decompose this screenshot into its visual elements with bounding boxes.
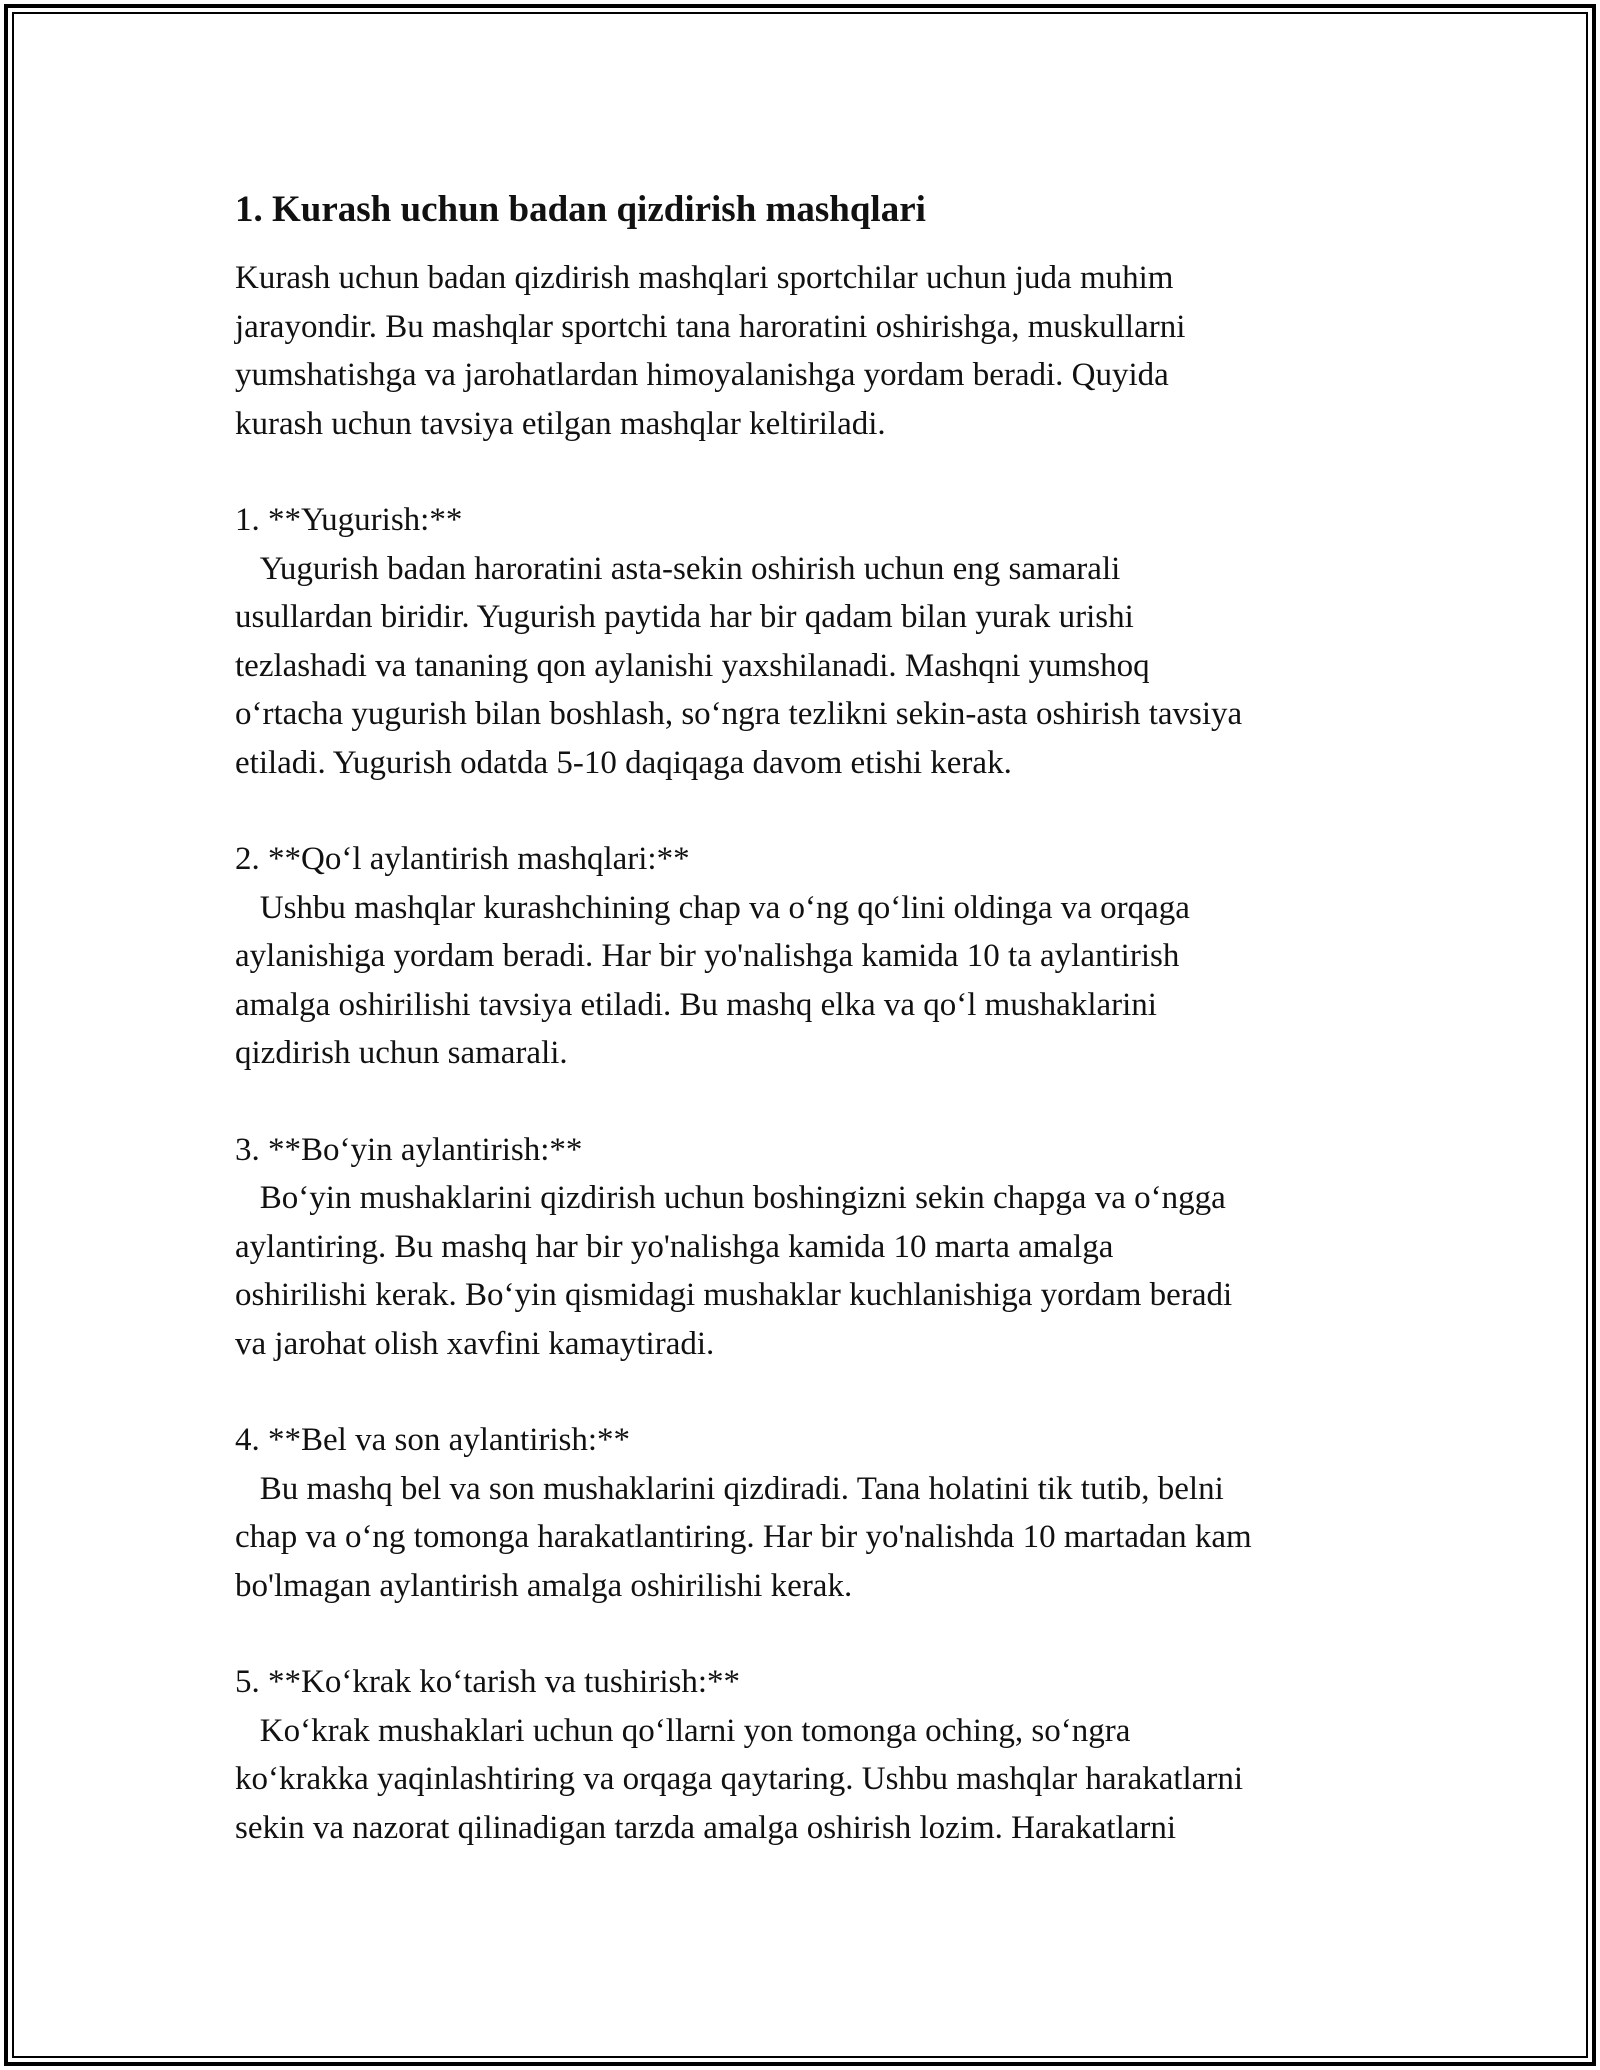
exercise-heading: 3. **Boʻyin aylantirish:** xyxy=(235,1131,583,1168)
exercise-description: Yugurish badan haroratini asta-sekin oshirish uchun eng samarali usullardan biridir. Yugurish paytida har bir qadam bilan yurak urishi tezlashadi va tananing qon aylanishi yaxshilanadi. Mashqni yumshoq oʻrtacha yugurish bilan boshlash, soʻngra tezlikni sekin-asta oshirish tavsiya etiladi. Yugurish odatda 5-10 daqiqaga davom etishi kerak. xyxy=(235,550,1243,781)
exercise-description: Ushbu mashqlar kurashchining chap va oʻng qoʻlini oldinga va orqaga aylanishiga yordam beradi. Har bir yo'nalishga kamida 10 ta aylantirish amalga oshirilishi tavsiya etiladi. Bu mashq elka va qoʻl mushaklarini qizdirish uchun samarali. xyxy=(235,889,1190,1071)
exercise-heading: 1. **Yugurish:** xyxy=(235,502,463,538)
exercise-item-4 xyxy=(235,1416,1375,1610)
document-title: 1. Kurash uchun badan qizdirish mashqlari xyxy=(235,189,926,230)
exercise-description: Bu mashq bel va son mushaklarini qizdiradi. Tana holatini tik tutib, belni chap va oʻng tomonga harakatlantiring. Har bir yo'nalishda 10 martadan kam bo'lmagan aylantirish amalga oshirilishi kerak. xyxy=(235,1470,1252,1604)
exercise-heading: 4. **Bel va son aylantirish:** xyxy=(235,1422,631,1458)
exercise-item-3 xyxy=(235,1126,1375,1369)
exercise-description: Koʻkrak mushaklari uchun qoʻllarni yon tomonga oching, soʻngra koʻkrakka yaqinlashtiring va orqaga qaytaring. Ushbu mashqlar harakatlarni sekin va nazorat qilinadigan tarzda amalga oshirish lozim. Harakatlarni xyxy=(235,1712,1243,1846)
exercise-heading: 2. **Qoʻl aylantirish mashqlari:** xyxy=(235,841,690,877)
intro-paragraph: Kurash uchun badan qizdirish mashqlari sportchilar uchun juda muhim jarayondir. Bu mashqlar sportchi tana haroratini oshirishga, muskullarni yumshatishga va jarohatlardan himoyalanishga yordam beradi. Quyida kurash uchun tavsiya etilgan mashqlar keltiriladi. xyxy=(235,260,1186,442)
exercise-description: Boʻyin mushaklarini qizdirish uchun boshingizni sekin chapga va oʻngga aylantiring. Bu mashq har bir yo'nalishga kamida 10 marta amalga oshirilishi kerak. Boʻyin qismidagi mushaklar kuchlanishiga yordam beradi va jarohat olish xavfini kamaytiradi. xyxy=(235,1180,1233,1362)
exercise-item-1 xyxy=(235,496,1375,787)
document-body xyxy=(235,186,1375,1900)
exercise-item-5 xyxy=(235,1658,1375,1852)
exercise-item-2 xyxy=(235,835,1375,1078)
exercise-heading: 5. **Koʻkrak koʻtarish va tushirish:** xyxy=(235,1664,741,1700)
